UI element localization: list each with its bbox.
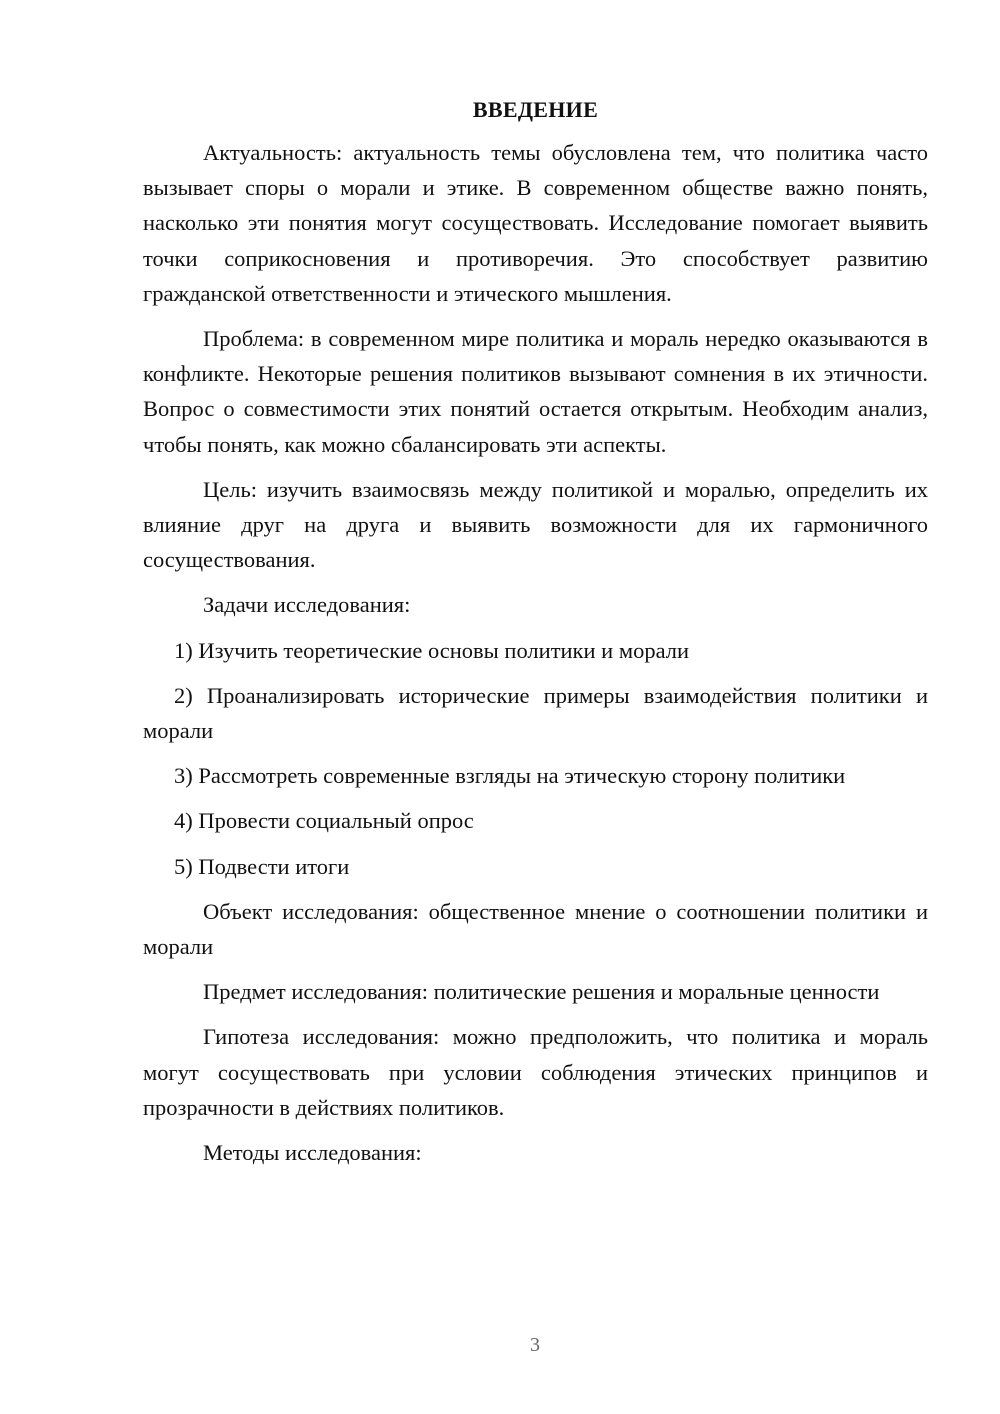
tasks-heading: Задачи исследования: bbox=[203, 592, 411, 618]
task-item: 2) Проанализировать исторические примеры взаимодействия политики и морали bbox=[143, 682, 928, 744]
object-paragraph: Объект исследования: общественное мнение о соотношении политики и морали bbox=[143, 898, 928, 960]
task-item: 5) Подвести итоги bbox=[174, 853, 350, 879]
problem-paragraph: Проблема: в современном мире политика и мораль нередко оказываются в конфликте. Некоторые решения политиков вызывают сомнения в их этичности. Вопрос о совместимости этих понятий остается открытым. Необходим анализ, чтобы понять, как можно сбалансировать эти аспекты. bbox=[143, 326, 928, 457]
subject-paragraph: Предмет исследования: политические решения и моральные ценности bbox=[203, 979, 880, 1005]
hypothesis-paragraph: Гипотеза исследования: можно предположить, что политика и мораль могут сосуществовать при условии соблюдения этических принципов и прозрачности в действиях политиков. bbox=[143, 1024, 928, 1120]
task-item: 4) Провести социальный опрос bbox=[174, 808, 474, 834]
task-item: 3) Рассмотреть современные взгляды на этическую сторону политики bbox=[174, 763, 846, 789]
task-item: 1) Изучить теоретические основы политики и морали bbox=[174, 637, 690, 663]
page-title: ВВЕДЕНИЕ bbox=[472, 97, 599, 122]
goal-paragraph: Цель: изучить взаимосвязь между политикой и моралью, определить их влияние друг на друга и выявить возможности для их гармоничного сосуществования. bbox=[143, 476, 928, 573]
relevance-paragraph: Актуальность: актуальность темы обусловлена тем, что политика часто вызывает споры о морали и этике. В современном обществе важно понять, насколько эти понятия могут сосуществовать. Исследование помогает выявить точки соприкосновения и противоречия. Это способствует развитию гражданской ответственности и этического мышления. bbox=[143, 140, 928, 306]
methods-heading: Методы исследования: bbox=[203, 1140, 422, 1166]
page-number: 3 bbox=[530, 1334, 540, 1356]
document-page bbox=[143, 92, 928, 1180]
